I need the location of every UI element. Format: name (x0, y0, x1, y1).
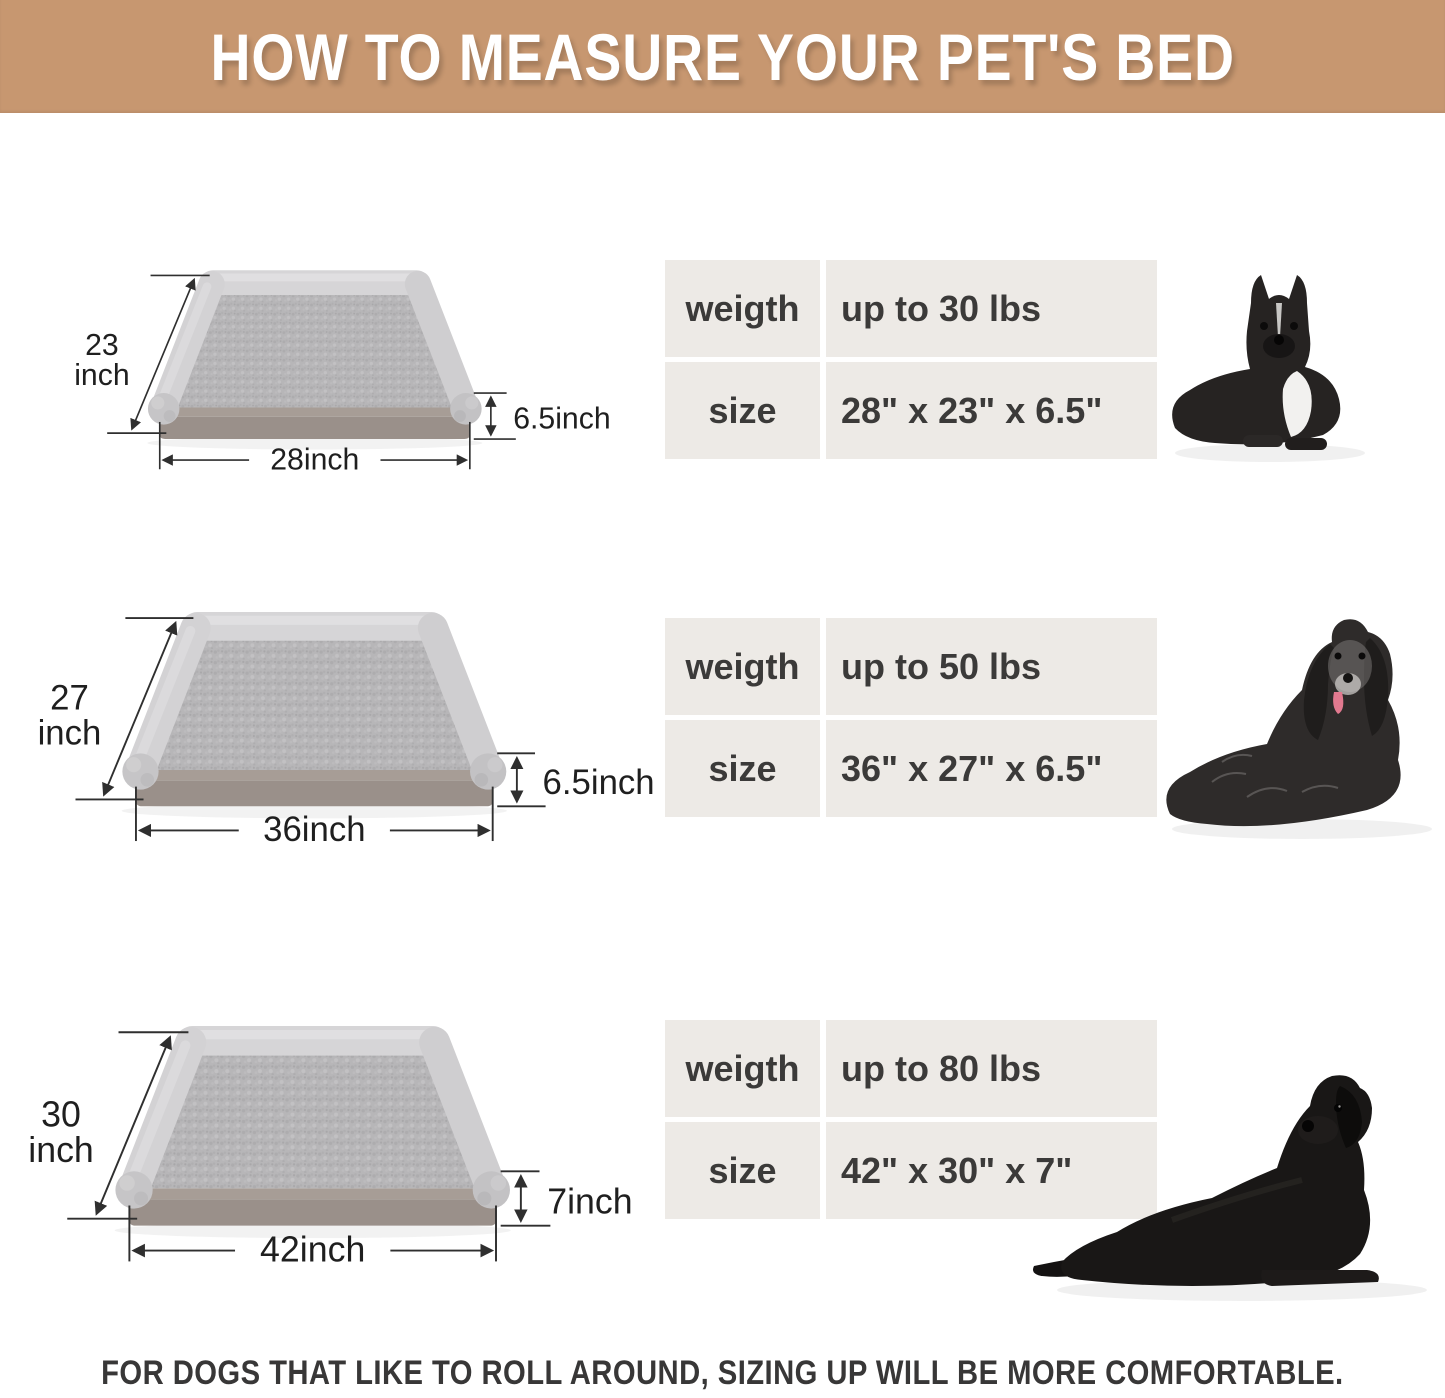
width-dimension-label: 28inch (270, 443, 360, 477)
bed-diagram-medium (12, 575, 662, 855)
depth-dimension-unit: inch (74, 359, 130, 393)
dog-photo-french-bulldog (1155, 243, 1390, 468)
size-label-cell: size (665, 720, 820, 817)
footer-note: FOR DOGS THAT LIKE TO ROLL AROUND, SIZING UP WILL BE MORE COMFORTABLE. (101, 1354, 1344, 1392)
size-label-cell: size (665, 1122, 820, 1219)
dog-body (1172, 275, 1340, 444)
size-value-cell: 42" x 30" x 7" (826, 1122, 1157, 1219)
height-dimension-label: 7inch (547, 1181, 633, 1222)
spec-table-small (665, 260, 1157, 459)
depth-dimension-value: 27 (50, 679, 89, 718)
bed-illustration (115, 1035, 511, 1239)
footer (0, 1354, 1445, 1393)
depth-dimension-value: 30 (41, 1094, 81, 1135)
weight-value-cell: up to 50 lbs (826, 618, 1157, 715)
width-dimension-label: 36inch (263, 811, 366, 850)
spec-table-medium (665, 618, 1157, 817)
height-dimension-label: 6.5inch (513, 402, 611, 436)
bed-diagram-large (2, 988, 670, 1275)
height-dimension-label: 6.5inch (542, 764, 655, 803)
depth-dimension-value: 23 (85, 328, 119, 362)
page-title: HOW TO MEASURE YOUR PET'S BED (210, 19, 1235, 94)
dog-body (1061, 1075, 1372, 1286)
bed-illustration (122, 620, 507, 818)
weight-label-cell: weigth (665, 618, 820, 715)
depth-dimension-unit: inch (28, 1129, 94, 1170)
size-value-cell: 36" x 27" x 6.5" (826, 720, 1157, 817)
bed-diagram-small (52, 238, 617, 481)
weight-label-cell: weigth (665, 260, 820, 357)
weight-value-cell: up to 80 lbs (826, 1020, 1157, 1117)
weight-label-cell: weigth (665, 1020, 820, 1117)
size-value-cell: 28" x 23" x 6.5" (826, 362, 1157, 459)
bed-illustration (147, 277, 482, 449)
dog-photo-black-labrador (1022, 1030, 1445, 1310)
dog-photo-cocker-spaniel (1152, 592, 1445, 844)
depth-dimension-unit: inch (37, 714, 102, 753)
size-label-cell: size (665, 362, 820, 459)
width-dimension-label: 42inch (260, 1229, 366, 1270)
header-banner (0, 0, 1445, 113)
weight-value-cell: up to 30 lbs (826, 260, 1157, 357)
